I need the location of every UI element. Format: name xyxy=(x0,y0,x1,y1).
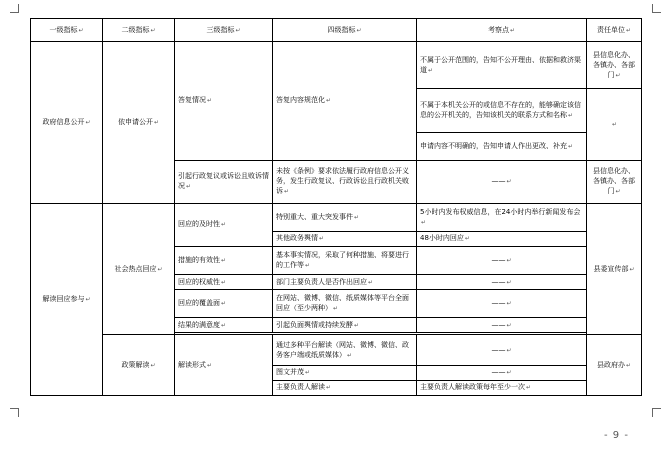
criteria-cell: 申请内容不明确的，告知申请人作出更改、补充↵ xyxy=(417,132,587,160)
level2-cell: 依申请公开↵ xyxy=(103,42,175,204)
header-cell: 二级指标↵ xyxy=(103,19,175,42)
unit-cell: 县委宣传部↵ xyxy=(587,203,642,335)
level4-cell: 未按《条例》要求依法履行政府信息公开义务，发生行政复议、行政诉讼且行政机关败诉↵ xyxy=(273,160,417,203)
unit-cell: 县信息化办、各镇办、各部门↵ xyxy=(587,42,642,89)
crop-mark-bottom-right xyxy=(652,408,661,417)
crop-mark-top-left xyxy=(10,4,19,13)
level4-cell: 特别重大、重大突发事件↵ xyxy=(273,203,417,231)
level1-cell: 政府信息公开↵ xyxy=(31,42,103,204)
level4-cell: 通过多种平台解读（网站、微博、微信、政务客户端或纸质媒体）↵ xyxy=(273,335,417,365)
header-cell: 三级指标↵ xyxy=(175,19,273,42)
level2-cell: 社会热点回应↵ xyxy=(103,203,175,335)
header-cell: 责任单位↵ xyxy=(587,19,642,42)
level4-cell: 主要负责人解读↵ xyxy=(273,380,417,395)
criteria-cell: ——↵ xyxy=(417,335,587,365)
criteria-cell: ——↵ xyxy=(417,247,587,275)
unit-cell: 县信息化办、各镇办、各部门↵ xyxy=(587,160,642,203)
crop-mark-bottom-left xyxy=(10,408,19,417)
criteria-cell: 不属于本机关公开的或信息不存在的，能够确定该信息的公开机关的，告知该机关的联系方式和名称↵ xyxy=(417,89,587,132)
header-cell: 考察点↵ xyxy=(417,19,587,42)
level4-cell: 部门主要负责人是否作出回应↵ xyxy=(273,275,417,290)
level3-cell: 答复情况↵ xyxy=(175,42,273,161)
unit-cell: 县政府办↵ xyxy=(587,335,642,396)
table-header-row xyxy=(31,19,642,42)
indicator-table xyxy=(30,18,642,396)
table-row xyxy=(31,42,642,89)
header-cell: 一级指标↵ xyxy=(31,19,103,42)
level3-cell: 措施的有效性↵ xyxy=(175,247,273,275)
level2-cell: 政策解读↵ xyxy=(103,335,175,396)
header-cell: 四级指标↵ xyxy=(273,19,417,42)
criteria-cell: 48小时内回应↵ xyxy=(417,231,587,246)
table-row xyxy=(31,335,642,365)
level3-cell: 解读形式↵ xyxy=(175,335,273,396)
criteria-cell: ——↵ xyxy=(417,290,587,318)
criteria-cell: ——↵ xyxy=(417,275,587,290)
criteria-cell: 不属于公开范围的，告知不公开理由、依据和救济渠道↵ xyxy=(417,42,587,89)
unit-cell: ↵ xyxy=(587,89,642,160)
criteria-cell: 5小时内发布权威信息，在24小时内举行新闻发布会↵ xyxy=(417,203,587,231)
level1-cell: 解读回应参与↵ xyxy=(31,203,103,395)
table-row xyxy=(31,203,642,231)
level3-cell: 回应的覆盖面↵ xyxy=(175,290,273,318)
level3-cell: 结果的满意度↵ xyxy=(175,318,273,333)
level4-cell: 图文并茂↵ xyxy=(273,365,417,380)
criteria-cell: ——↵ xyxy=(417,365,587,380)
criteria-cell: ——↵ xyxy=(417,318,587,333)
level3-cell: 回应的权威性↵ xyxy=(175,275,273,290)
crop-mark-top-right xyxy=(652,4,661,13)
level4-cell: 答复内容规范化↵ xyxy=(273,42,417,161)
criteria-cell: ——↵ xyxy=(417,160,587,203)
level4-cell: 引起负面舆情或持续发酵↵ xyxy=(273,318,417,333)
criteria-cell: 主要负责人解读政策每年至少一次↵ xyxy=(417,380,587,395)
level3-cell: 引起行政复议或诉讼且败诉情况↵ xyxy=(175,160,273,203)
level4-cell: 其他政务舆情↵ xyxy=(273,231,417,246)
level4-cell: 基本事实情况，采取了何种措施、将要进行的工作等↵ xyxy=(273,247,417,275)
level3-cell: 回应的及时性↵ xyxy=(175,203,273,246)
level4-cell: 在网站、微博、微信、纸质媒体等平台全面回应（至少两种）↵ xyxy=(273,290,417,318)
page-number: - 9 - xyxy=(604,430,629,441)
